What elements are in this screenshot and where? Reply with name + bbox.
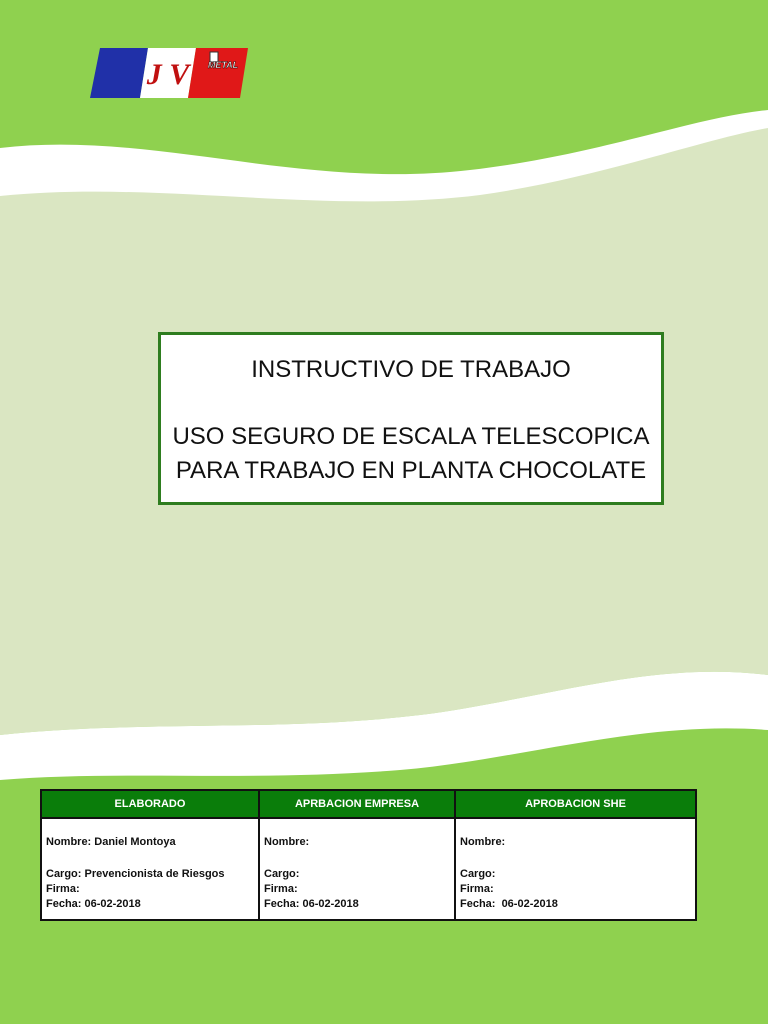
fecha-field: Fecha: 06-02-2018 xyxy=(264,898,359,910)
firma-field: Firma: xyxy=(46,883,80,895)
nombre-field: Nombre: xyxy=(460,836,506,848)
logo-tag: METAL xyxy=(207,60,239,70)
firma-field: Firma: xyxy=(264,883,298,895)
document-title xyxy=(161,420,661,488)
title-box xyxy=(158,332,664,505)
header-aprobacion-empresa: APRBACION EMPRESA xyxy=(259,790,455,818)
fecha-field: Fecha: 06-02-2018 xyxy=(460,898,558,910)
fecha-field: Fecha: 06-02-2018 xyxy=(46,898,141,910)
aprobacion-she-cell xyxy=(455,818,696,920)
nombre-field: Nombre: xyxy=(264,836,310,848)
document-type: INSTRUCTIVO DE TRABAJO xyxy=(251,356,571,383)
approval-table xyxy=(40,789,697,921)
table-header-row xyxy=(41,790,696,818)
logo-letters: J V xyxy=(146,58,190,91)
table-row xyxy=(41,818,696,920)
firma-field: Firma: xyxy=(460,883,494,895)
document-title-line: PARA TRABAJO EN PLANTA CHOCOLATE xyxy=(175,457,647,484)
cargo-field: Cargo: xyxy=(264,868,300,880)
aprobacion-empresa-cell xyxy=(259,818,455,920)
company-logo xyxy=(90,44,248,100)
header-elaborado: ELABORADO xyxy=(41,790,259,818)
cargo-field: Cargo: xyxy=(460,868,496,880)
header-aprobacion-she: APROBACION SHE xyxy=(455,790,696,818)
cargo-field: Cargo: Prevencionista de Riesgos xyxy=(46,868,225,880)
nombre-field: Nombre: Daniel Montoya xyxy=(46,836,176,848)
document-title-line: USO SEGURO DE ESCALA TELESCOPICA xyxy=(172,423,650,450)
elaborado-cell xyxy=(41,818,259,920)
